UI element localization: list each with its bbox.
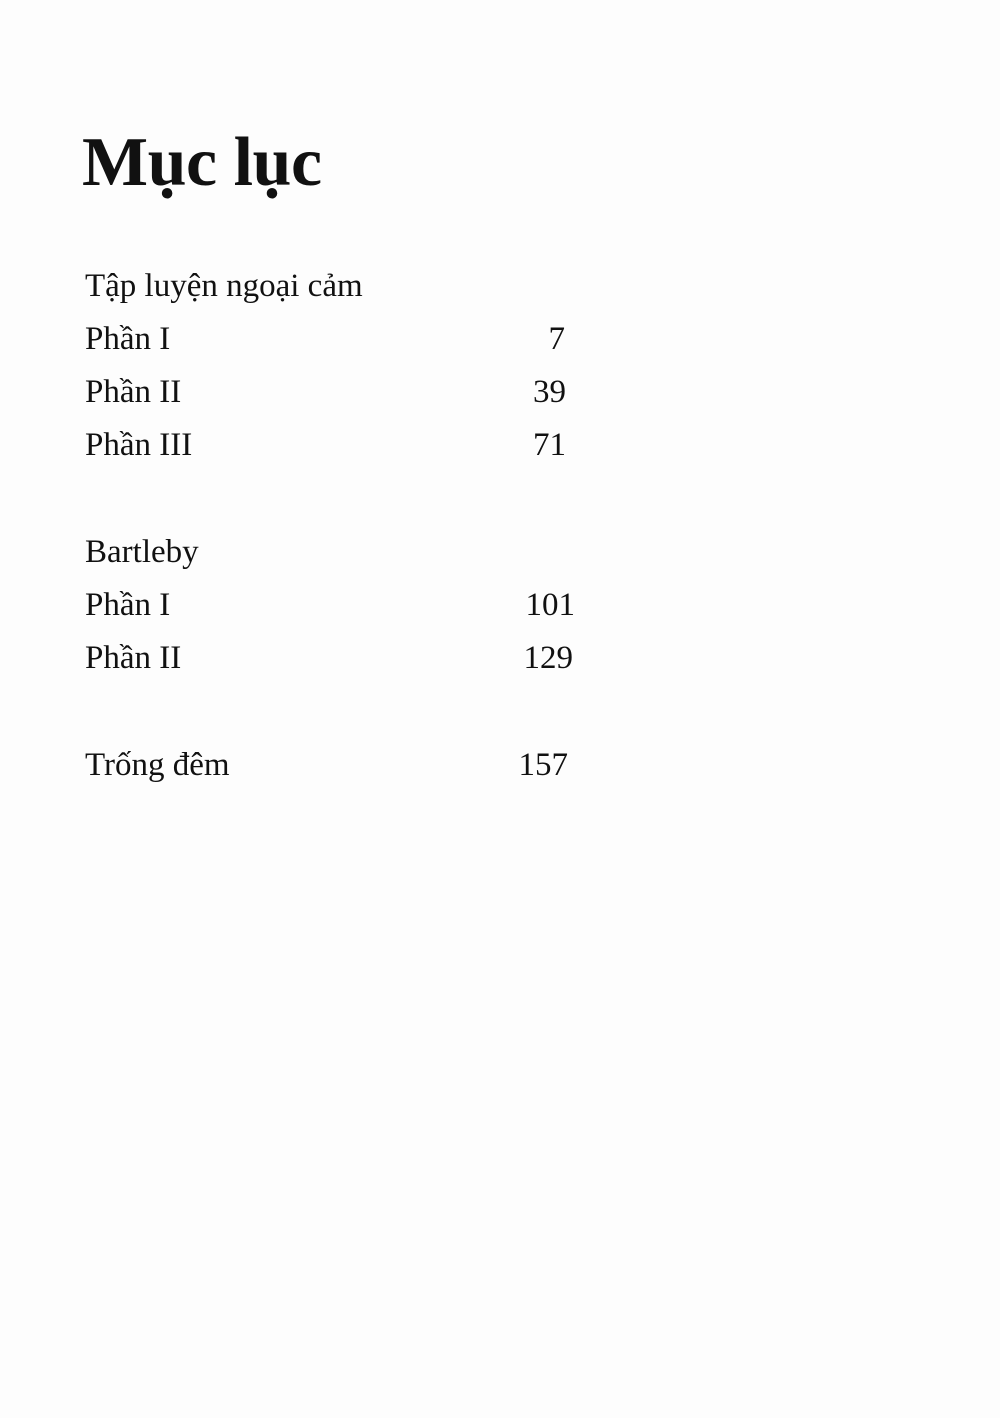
toc-entry-page: 71 (533, 427, 566, 463)
section-heading: Trống đêm (85, 747, 230, 783)
toc-entry-page: 39 (533, 374, 566, 410)
toc-entry-page: 157 (518, 747, 568, 783)
page-title: Mục lục (82, 124, 322, 201)
toc-entry-label: Phần I (85, 587, 171, 623)
toc-entry-page: 129 (523, 640, 573, 676)
section-heading: Tập luyện ngoại cảm (85, 268, 363, 304)
toc-entry-label: Phần II (85, 374, 182, 410)
section-heading: Bartleby (85, 534, 199, 570)
toc-entry-page: 101 (525, 587, 575, 623)
toc-entry-page: 7 (548, 321, 565, 357)
toc-entry-label: Phần I (85, 321, 171, 357)
toc-entry-label: Phần III (85, 427, 193, 463)
toc-entry-label: Phần II (85, 640, 182, 676)
